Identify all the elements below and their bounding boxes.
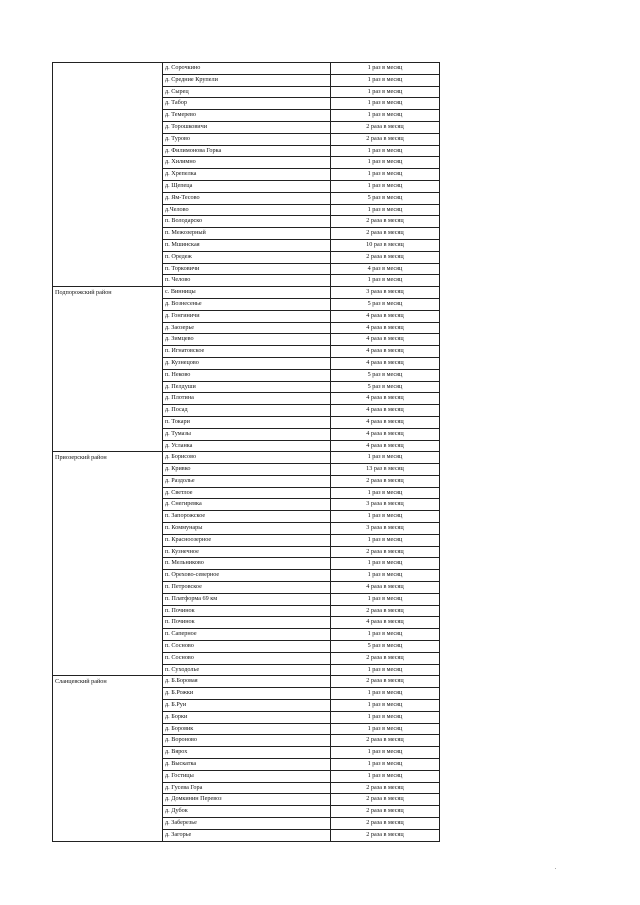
settlement-cell: д. Щепеца <box>163 180 331 192</box>
frequency-cell: 4 раза в месяц <box>331 346 440 358</box>
settlement-cell: д. Раздолье <box>163 475 331 487</box>
frequency-cell: 1 раз в месяц <box>331 558 440 570</box>
frequency-cell: 4 раза в месяц <box>331 440 440 452</box>
frequency-cell: 1 раз в месяц <box>331 145 440 157</box>
settlement-cell: п. Мельниково <box>163 558 331 570</box>
settlement-cell: п. Торковичи <box>163 263 331 275</box>
district-cell: Сланцевский район <box>53 676 163 841</box>
frequency-cell: 1 раз в месяц <box>331 74 440 86</box>
settlement-cell: д. Плотина <box>163 393 331 405</box>
frequency-cell: 4 раза в месяц <box>331 310 440 322</box>
frequency-cell: 4 раза в месяц <box>331 416 440 428</box>
frequency-cell: 5 раз в месяц <box>331 641 440 653</box>
frequency-cell: 2 раза в месяц <box>331 806 440 818</box>
frequency-cell: 4 раза в месяц <box>331 322 440 334</box>
frequency-cell: 5 раз в месяц <box>331 381 440 393</box>
settlement-cell: д. Б.Рожки <box>163 688 331 700</box>
settlement-cell: п. Токари <box>163 416 331 428</box>
settlement-cell: п. Суходолье <box>163 664 331 676</box>
settlement-cell: с. Винницы <box>163 287 331 299</box>
settlement-cell: д. Домкинин Перевоз <box>163 794 331 806</box>
frequency-cell: 4 раза в месяц <box>331 405 440 417</box>
settlement-cell: д. Борки <box>163 711 331 723</box>
table-row <box>53 63 440 75</box>
frequency-cell: 4 раза в месяц <box>331 617 440 629</box>
settlement-cell: п. Починок <box>163 605 331 617</box>
settlement-cell: д. Б.Руи <box>163 700 331 712</box>
frequency-cell: 1 раз в месяц <box>331 570 440 582</box>
settlement-cell: д. Вороново <box>163 735 331 747</box>
frequency-cell: 10 раз в месяц <box>331 239 440 251</box>
settlement-cell: п. Игнатовское <box>163 346 331 358</box>
settlement-cell: д. Загорье <box>163 829 331 841</box>
settlement-cell: д. Темерево <box>163 110 331 122</box>
frequency-cell: 2 раза в месяц <box>331 605 440 617</box>
settlement-cell: п. Оредеж <box>163 251 331 263</box>
frequency-cell: 4 раза в месяц <box>331 582 440 594</box>
frequency-cell: 1 раз в месяц <box>331 98 440 110</box>
frequency-cell: 4 раза в месяц <box>331 357 440 369</box>
frequency-cell: 1 раз в месяц <box>331 169 440 181</box>
settlement-cell: д. Сорочкино <box>163 63 331 75</box>
settlement-cell: д. Посад <box>163 405 331 417</box>
settlement-cell: д. Хрепелка <box>163 169 331 181</box>
schedule-table-body <box>53 63 440 842</box>
settlement-cell: д. Ям-Тесово <box>163 192 331 204</box>
settlement-cell: п. Починок <box>163 617 331 629</box>
settlement-cell: п. Петровское <box>163 582 331 594</box>
settlement-cell: п. Орехово-северное <box>163 570 331 582</box>
settlement-cell: п. Сосново <box>163 641 331 653</box>
settlement-cell: п. Челово <box>163 275 331 287</box>
frequency-cell: 5 раз в месяц <box>331 369 440 381</box>
settlement-cell: д. Тумазы <box>163 428 331 440</box>
frequency-cell: 1 раз в месяц <box>331 511 440 523</box>
frequency-cell: 2 раза в месяц <box>331 818 440 830</box>
frequency-cell: 3 раза в месяц <box>331 523 440 535</box>
settlement-cell: п. Володарско <box>163 216 331 228</box>
frequency-cell: 1 раз в месяц <box>331 723 440 735</box>
settlement-cell: д. Борисово <box>163 452 331 464</box>
frequency-cell: 1 раз в месяц <box>331 452 440 464</box>
frequency-cell: 1 раз в месяц <box>331 110 440 122</box>
frequency-cell: 2 раза в месяц <box>331 782 440 794</box>
frequency-cell: 2 раза в месяц <box>331 794 440 806</box>
frequency-cell: 1 раз в месяц <box>331 700 440 712</box>
frequency-cell: 1 раз в месяц <box>331 487 440 499</box>
frequency-cell: 1 раз в месяц <box>331 593 440 605</box>
settlement-cell: д. Вознесенье <box>163 298 331 310</box>
frequency-cell: 2 раза в месяц <box>331 251 440 263</box>
settlement-cell: д. Гусева Гора <box>163 782 331 794</box>
district-cell <box>53 63 163 287</box>
frequency-cell: 1 раз в месяц <box>331 63 440 75</box>
settlement-cell: д. Средние Крупели <box>163 74 331 86</box>
frequency-cell: 1 раз в месяц <box>331 534 440 546</box>
frequency-cell: 5 раз в месяц <box>331 298 440 310</box>
frequency-cell: 1 раз в месяц <box>331 180 440 192</box>
frequency-cell: 2 раза в месяц <box>331 735 440 747</box>
frequency-cell: 1 раз в месяц <box>331 664 440 676</box>
frequency-cell: 2 раза в месяц <box>331 475 440 487</box>
settlement-cell: д. Вярох <box>163 747 331 759</box>
frequency-cell: 2 раза в месяц <box>331 652 440 664</box>
settlement-cell: д. Табор <box>163 98 331 110</box>
settlement-cell: п. Коммунары <box>163 523 331 535</box>
settlement-cell: п. Платформа 69 км <box>163 593 331 605</box>
frequency-cell: 13 раз в месяц <box>331 464 440 476</box>
settlement-cell: д. Дубок <box>163 806 331 818</box>
table-row <box>53 287 440 299</box>
settlement-cell: д. Зимцево <box>163 334 331 346</box>
settlement-cell: п. Межозерный <box>163 228 331 240</box>
settlement-cell: д. Сырец <box>163 86 331 98</box>
settlement-cell: п. Запорожское <box>163 511 331 523</box>
settlement-cell: д. Кривко <box>163 464 331 476</box>
frequency-cell: 4 раза в месяц <box>331 428 440 440</box>
table-row <box>53 452 440 464</box>
settlement-cell: д.Челово <box>163 204 331 216</box>
frequency-cell: 3 раза в месяц <box>331 287 440 299</box>
frequency-cell: 4 раз в месяц <box>331 263 440 275</box>
frequency-cell: 2 раза в месяц <box>331 228 440 240</box>
frequency-cell: 5 раз в месяц <box>331 192 440 204</box>
settlement-cell: п. Мшинская <box>163 239 331 251</box>
settlement-cell: д. Кузнецово <box>163 357 331 369</box>
district-cell: Подпорожский район <box>53 287 163 452</box>
frequency-cell: 1 раз в месяц <box>331 157 440 169</box>
district-cell: Приозерский район <box>53 452 163 676</box>
settlement-cell: д. Хилимно <box>163 157 331 169</box>
frequency-cell: 2 раза в месяц <box>331 216 440 228</box>
settlement-cell: д. Светлое <box>163 487 331 499</box>
frequency-cell: 1 раз в месяц <box>331 275 440 287</box>
settlement-cell: д. Пелдуши <box>163 381 331 393</box>
settlement-cell: п. Неково <box>163 369 331 381</box>
settlement-cell: п. Сосново <box>163 652 331 664</box>
settlement-cell: п. Кузнечное <box>163 546 331 558</box>
settlement-cell: д. Заберезье <box>163 818 331 830</box>
frequency-cell: 1 раз в месяц <box>331 86 440 98</box>
settlement-cell: д. Снегиревка <box>163 499 331 511</box>
frequency-cell: 1 раз в месяц <box>331 747 440 759</box>
frequency-cell: 2 раза в месяц <box>331 121 440 133</box>
frequency-cell: 1 раз в месяц <box>331 711 440 723</box>
frequency-cell: 4 раза в месяц <box>331 393 440 405</box>
frequency-cell: 1 раз в месяц <box>331 629 440 641</box>
settlement-cell: д. Усланка <box>163 440 331 452</box>
frequency-cell: 1 раз в месяц <box>331 204 440 216</box>
frequency-cell: 2 раза в месяц <box>331 676 440 688</box>
schedule-table <box>52 62 440 842</box>
settlement-cell: д. Филимонова Горка <box>163 145 331 157</box>
settlement-cell: п. Саперное <box>163 629 331 641</box>
settlement-cell: п. Красноозерное <box>163 534 331 546</box>
settlement-cell: д. Боровик <box>163 723 331 735</box>
frequency-cell: 1 раз в месяц <box>331 770 440 782</box>
frequency-cell: 3 раза в месяц <box>331 499 440 511</box>
settlement-cell: д. Торошковичи <box>163 121 331 133</box>
settlement-cell: д. Заозерье <box>163 322 331 334</box>
settlement-cell: д. Б.Боровая <box>163 676 331 688</box>
settlement-cell: д. Гостицы <box>163 770 331 782</box>
frequency-cell: 1 раз в месяц <box>331 688 440 700</box>
scan-speck <box>555 868 556 869</box>
frequency-cell: 1 раз в месяц <box>331 759 440 771</box>
settlement-cell: д. Турово <box>163 133 331 145</box>
settlement-cell: д. Выскатка <box>163 759 331 771</box>
frequency-cell: 2 раза в месяц <box>331 133 440 145</box>
table-row <box>53 676 440 688</box>
frequency-cell: 2 раза в месяц <box>331 546 440 558</box>
settlement-cell: д. Гонгиничи <box>163 310 331 322</box>
frequency-cell: 4 раза в месяц <box>331 334 440 346</box>
frequency-cell: 2 раза в месяц <box>331 829 440 841</box>
